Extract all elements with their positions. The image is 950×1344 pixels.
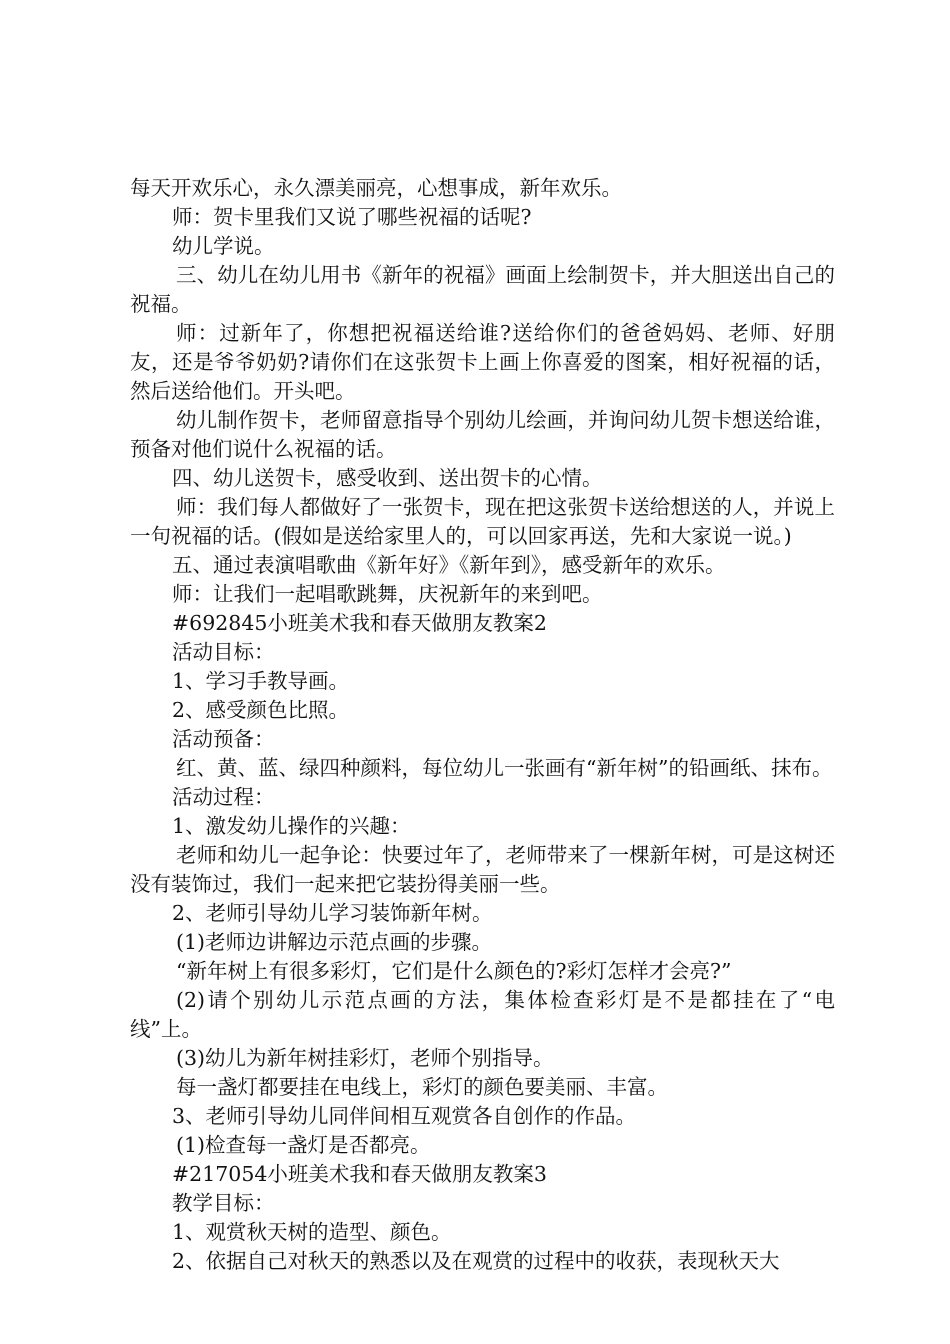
paragraph: 三、幼儿在幼儿用书《新年的祝福》画面上绘制贺卡，并大胆送出自己的祝福。	[130, 263, 835, 316]
list-item: (2)请个别幼儿示范点画的方法，集体检查彩灯是不是都挂在了“电线”上。	[130, 988, 835, 1041]
paragraph: 教学目标：	[172, 1191, 275, 1215]
paragraph: 活动预备：	[172, 727, 275, 751]
quote: “新年树上有很多彩灯，它们是什么颜色的?彩灯怎样才会亮?”	[176, 959, 732, 983]
paragraph: 五、通过表演唱歌曲《新年好》《新年到》，感受新年的欢乐。	[172, 553, 726, 577]
paragraph: 师：让我们一起唱歌跳舞，庆祝新年的来到吧。	[172, 582, 603, 606]
paragraph: 四、幼儿送贺卡，感受收到、送出贺卡的心情。	[172, 466, 603, 490]
list-item: 2、依据自己对秋天的熟悉以及在观赏的过程中的收获，表现秋天大	[172, 1249, 780, 1273]
list-item: 3、老师引导幼儿同伴间相互观赏各自创作的作品。	[172, 1104, 637, 1128]
paragraph: 师：贺卡里我们又说了哪些祝福的话呢?	[172, 205, 532, 229]
list-item: 2、感受颜色比照。	[172, 698, 350, 722]
list-item: 1、激发幼儿操作的兴趣：	[172, 814, 411, 838]
document-body	[130, 174, 835, 1276]
list-item: 1、观赏秋天树的造型、颜色。	[172, 1220, 452, 1244]
paragraph: 红、黄、蓝、绿四种颜料，每位幼儿一张画有“新年树”的铅画纸、抹布。	[176, 756, 833, 780]
list-item: (3)幼儿为新年树挂彩灯，老师个别指导。	[176, 1046, 554, 1070]
paragraph: 幼儿制作贺卡，老师留意指导个别幼儿绘画，并询问幼儿贺卡想送给谁，预备对他们说什么祝福的话。	[130, 408, 835, 461]
paragraph: 每天开欢乐心，永久漂美丽亮，心想事成，新年欢乐。	[130, 176, 622, 200]
section-heading: #692845小班美术我和春天做朋友教案2	[172, 611, 547, 635]
paragraph: 老师和幼儿一起争论：快要过年了，老师带来了一棵新年树，可是这树还没有装饰过，我们一起来把它装扮得美丽一些。	[130, 843, 835, 896]
list-item: 1、学习手教导画。	[172, 669, 350, 693]
paragraph: 活动目标：	[172, 640, 275, 664]
paragraph: 幼儿学说。	[172, 234, 275, 258]
paragraph: 师：我们每人都做好了一张贺卡，现在把这张贺卡送给想送的人，并说上一句祝福的话。(假如是送给家里人的，可以回家再送，先和大家说一说。)	[130, 495, 835, 548]
list-item: (1)老师边讲解边示范点画的步骤。	[176, 930, 493, 954]
paragraph: 活动过程：	[172, 785, 275, 809]
paragraph: 师：过新年了，你想把祝福送给谁?送给你们的爸爸妈妈、老师、好朋友，还是爷爷奶奶?请你们在这张贺卡上画上你喜爱的图案，相好祝福的话，然后送给他们。开头吧。	[130, 321, 835, 403]
list-item: (1)检查每一盏灯是否都亮。	[176, 1133, 431, 1157]
section-heading: #217054小班美术我和春天做朋友教案3	[172, 1162, 547, 1186]
paragraph: 每一盏灯都要挂在电线上，彩灯的颜色要美丽、丰富。	[176, 1075, 668, 1099]
list-item: 2、老师引导幼儿学习装饰新年树。	[172, 901, 493, 925]
